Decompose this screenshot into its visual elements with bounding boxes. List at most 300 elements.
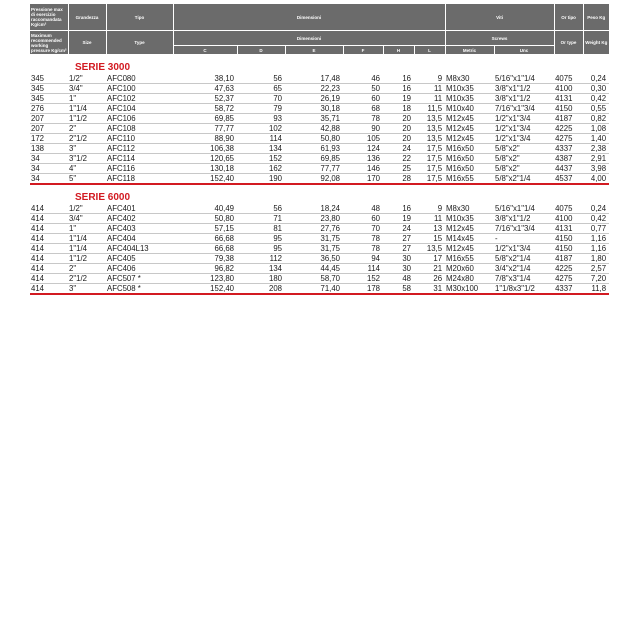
pressure-cell: 414 [30,204,68,214]
dim-l-cell: 13 [414,224,445,234]
dim-f-cell: 70 [343,224,383,234]
dim-f-cell: 105 [343,134,383,144]
oring-cell: 4437 [554,164,583,174]
dim-l-cell: 11 [414,214,445,224]
size-header-it: Grandezza [68,4,106,31]
dim-l-cell: 11 [414,84,445,94]
oring-cell: 4337 [554,144,583,154]
table-row [30,214,609,224]
size-cell: 1"1/4 [68,104,106,114]
unc-screw-cell: 5/8"x2" [494,144,554,154]
dim-h-cell: 22 [383,154,414,164]
dim-e-cell: 92,08 [285,174,343,185]
dim-e-cell: 69,85 [285,154,343,164]
size-cell: 1" [68,224,106,234]
dim-c-cell: 57,15 [173,224,237,234]
oring-cell: 4150 [554,244,583,254]
dim-d-cell: 134 [237,144,285,154]
dim-d-cell: 71 [237,214,285,224]
weight-cell: 4,00 [583,174,609,185]
weight-cell: 0,24 [583,74,609,84]
dim-c-cell: 152,40 [173,174,237,185]
dim-c-cell: 47,63 [173,84,237,94]
dim-h-cell: 16 [383,204,414,214]
dim-h-cell: 20 [383,124,414,134]
table-row [30,104,609,114]
dim-d-cell: 180 [237,274,285,284]
screws-header-it: Viti [445,4,554,31]
size-cell: 3" [68,144,106,154]
dim-c-cell: 123,80 [173,274,237,284]
size-cell: 1"1/4 [68,234,106,244]
unc-screw-cell: 7/16"x1"3/4 [494,104,554,114]
dim-l-cell: 15 [414,234,445,244]
table-row [30,234,609,244]
dim-f-cell: 90 [343,124,383,134]
unc-screw-cell: 5/16"x1"1/4 [494,204,554,214]
dim-e-cell: 27,76 [285,224,343,234]
table-row [30,274,609,284]
unc-screw-cell: 1/2"x1"3/4 [494,244,554,254]
oring-cell: 4275 [554,274,583,284]
dim-f-cell: 114 [343,264,383,274]
size-cell: 1"1/4 [68,244,106,254]
dim-d-cell: 79 [237,104,285,114]
dim-l-cell: 9 [414,204,445,214]
dim-l-cell: 21 [414,264,445,274]
pressure-cell: 414 [30,254,68,264]
header-row-italian [30,4,609,31]
dim-f-cell: 78 [343,244,383,254]
oring-header-en: Or type [554,31,583,55]
size-cell: 1/2" [68,74,106,84]
unc-screw-cell: 7/16"x1"3/4 [494,224,554,234]
metric-screw-cell: M12x45 [445,224,494,234]
pressure-cell: 172 [30,134,68,144]
table-row [30,114,609,124]
dim-c-cell: 66,68 [173,234,237,244]
weight-cell: 1,16 [583,244,609,254]
metric-screw-cell: M16x50 [445,154,494,164]
weight-cell: 7,20 [583,274,609,284]
series-3000-title-row [30,55,609,75]
screws-header-en: Screws [445,31,554,46]
unc-screw-cell: 5/8"x2" [494,164,554,174]
weight-cell: 2,38 [583,144,609,154]
unc-screw-cell: 3/8"x1"1/2 [494,94,554,104]
dimensions-header-en: Dimensioni [173,31,445,46]
dim-e-cell: 77,77 [285,164,343,174]
size-cell: 5" [68,174,106,185]
dim-c-cell: 96,82 [173,264,237,274]
dim-h-cell: 24 [383,144,414,154]
dim-c-cell: 106,38 [173,144,237,154]
unc-screw-cell: 3/4"x2"1/4 [494,264,554,274]
table-row [30,144,609,154]
type-cell: AFC508 * [106,284,173,295]
size-cell: 2" [68,124,106,134]
type-cell: AFC402 [106,214,173,224]
dim-l-cell: 11 [414,94,445,104]
table-row [30,284,609,295]
pressure-cell: 207 [30,124,68,134]
type-header-en: Type [106,31,173,55]
dim-h-cell: 30 [383,264,414,274]
oring-cell: 4100 [554,214,583,224]
table-row [30,124,609,134]
dim-h-cell: 19 [383,94,414,104]
dim-c-cell: 66,68 [173,244,237,254]
unc-screw-cell: 5/16"x1"1/4 [494,74,554,84]
oring-cell: 4150 [554,104,583,114]
metric-screw-cell: M10x40 [445,104,494,114]
metric-screw-cell: M12x45 [445,134,494,144]
type-cell: AFC110 [106,134,173,144]
dim-h-cell: 28 [383,174,414,185]
dim-d-cell: 56 [237,74,285,84]
weight-header-en: Weight Kg [583,31,609,55]
dim-h-cell: 25 [383,164,414,174]
weight-cell: 2,57 [583,264,609,274]
oring-cell: 4225 [554,124,583,134]
oring-cell: 4075 [554,74,583,84]
dim-h-cell: 58 [383,284,414,295]
dim-l-cell: 17,5 [414,144,445,154]
type-cell: AFC100 [106,84,173,94]
unc-screw-cell: 3/8"x1"1/2 [494,214,554,224]
dim-l-cell: 26 [414,274,445,284]
table-row [30,174,609,185]
dim-d-cell: 102 [237,124,285,134]
dim-l-cell: 13,5 [414,244,445,254]
metric-screw-cell: M20x60 [445,264,494,274]
metric-screw-cell: M30x100 [445,284,494,295]
pressure-header-it: Pressione max di esercizio raccomandata Kg/cm² [30,4,68,31]
metric-screw-cell: M16x50 [445,144,494,154]
table-row [30,74,609,84]
type-cell: AFC106 [106,114,173,124]
dim-d-cell: 56 [237,204,285,214]
unc-header: Unc [494,46,554,55]
type-header-it: Tipo [106,4,173,31]
oring-cell: 4275 [554,134,583,144]
dim-c-cell: 58,72 [173,104,237,114]
table-row [30,254,609,264]
oring-cell: 4131 [554,224,583,234]
dim-f-cell: 60 [343,94,383,104]
metric-screw-cell: M16x50 [445,164,494,174]
oring-cell: 4187 [554,254,583,264]
size-cell: 1"1/2 [68,254,106,264]
metric-screw-cell: M8x30 [445,74,494,84]
dim-f-cell: 152 [343,274,383,284]
col-f-header: F [343,46,383,55]
dim-f-cell: 50 [343,84,383,94]
pressure-cell: 414 [30,284,68,295]
dim-d-cell: 208 [237,284,285,295]
dim-f-cell: 78 [343,234,383,244]
dim-f-cell: 94 [343,254,383,264]
table-row [30,244,609,254]
type-cell: AFC507 * [106,274,173,284]
dim-c-cell: 77,77 [173,124,237,134]
metric-screw-cell: M12x45 [445,244,494,254]
size-cell: 4" [68,164,106,174]
metric-screw-cell: M12x45 [445,114,494,124]
metric-screw-cell: M14x45 [445,234,494,244]
dim-c-cell: 69,85 [173,114,237,124]
pressure-cell: 138 [30,144,68,154]
table-row [30,164,609,174]
size-cell: 3/4" [68,214,106,224]
pressure-cell: 345 [30,84,68,94]
dim-f-cell: 136 [343,154,383,164]
pressure-cell: 34 [30,174,68,185]
pressure-cell: 345 [30,94,68,104]
pressure-cell: 414 [30,274,68,284]
dim-d-cell: 95 [237,244,285,254]
weight-cell: 0,30 [583,84,609,94]
series-3000-title: SERIE 3000 [75,62,131,73]
weight-cell: 0,55 [583,104,609,114]
dim-c-cell: 50,80 [173,214,237,224]
dim-l-cell: 13,5 [414,134,445,144]
catalog-table-wrapper [30,4,609,295]
type-cell: AFC108 [106,124,173,134]
dim-l-cell: 31 [414,284,445,295]
metric-screw-cell: M10x35 [445,94,494,104]
oring-cell: 4150 [554,234,583,244]
dim-e-cell: 61,93 [285,144,343,154]
dim-c-cell: 120,65 [173,154,237,164]
size-cell: 3/4" [68,84,106,94]
series-6000-title-row [30,184,609,204]
col-d-header: D [237,46,285,55]
type-cell: AFC118 [106,174,173,185]
metric-screw-cell: M12x45 [445,124,494,134]
series-6000-title: SERIE 6000 [75,192,131,203]
metric-screw-cell: M10x35 [445,214,494,224]
pressure-cell: 414 [30,244,68,254]
dim-c-cell: 152,40 [173,284,237,295]
oring-cell: 4225 [554,264,583,274]
dim-l-cell: 17,5 [414,174,445,185]
weight-cell: 1,16 [583,234,609,244]
weight-cell: 0,42 [583,94,609,104]
dim-c-cell: 88,90 [173,134,237,144]
table-row [30,134,609,144]
oring-cell: 4337 [554,284,583,295]
dim-f-cell: 60 [343,214,383,224]
unc-screw-cell: 5/8"x2"1/4 [494,254,554,264]
dim-c-cell: 38,10 [173,74,237,84]
dim-e-cell: 35,71 [285,114,343,124]
dim-c-cell: 40,49 [173,204,237,214]
dimensions-header-it: Dimensioni [173,4,445,31]
dim-d-cell: 134 [237,264,285,274]
table-row [30,94,609,104]
table-row [30,84,609,94]
oring-cell: 4100 [554,84,583,94]
type-cell: AFC401 [106,204,173,214]
size-cell: 3"1/2 [68,154,106,164]
type-cell: AFC404L13 [106,244,173,254]
table-row [30,154,609,164]
type-cell: AFC114 [106,154,173,164]
dim-h-cell: 27 [383,234,414,244]
unc-screw-cell: - [494,234,554,244]
dim-f-cell: 68 [343,104,383,114]
size-cell: 1/2" [68,204,106,214]
pressure-header-en: Maximum recommended working pressure Kg/cm² [31,32,67,53]
dim-d-cell: 190 [237,174,285,185]
weight-cell: 2,91 [583,154,609,164]
oring-cell: 4187 [554,114,583,124]
header-row-english [30,31,609,46]
dim-e-cell: 50,80 [285,134,343,144]
pressure-cell: 276 [30,104,68,114]
dim-f-cell: 146 [343,164,383,174]
weight-cell: 1,40 [583,134,609,144]
dim-f-cell: 178 [343,284,383,295]
dim-e-cell: 30,18 [285,104,343,114]
dim-l-cell: 11,5 [414,104,445,114]
oring-cell: 4537 [554,174,583,185]
dim-h-cell: 18 [383,104,414,114]
dim-h-cell: 24 [383,224,414,234]
unc-screw-cell: 1/2"x1"3/4 [494,134,554,144]
size-cell: 2"1/2 [68,134,106,144]
oring-cell: 4075 [554,204,583,214]
dim-e-cell: 42,88 [285,124,343,134]
dim-c-cell: 52,37 [173,94,237,104]
dim-e-cell: 22,23 [285,84,343,94]
dim-d-cell: 162 [237,164,285,174]
dim-d-cell: 95 [237,234,285,244]
dim-f-cell: 48 [343,204,383,214]
size-cell: 3" [68,284,106,295]
dim-f-cell: 78 [343,114,383,124]
dim-e-cell: 26,19 [285,94,343,104]
type-cell: AFC102 [106,94,173,104]
table-row [30,204,609,214]
type-cell: AFC116 [106,164,173,174]
dim-l-cell: 13,5 [414,114,445,124]
type-cell: AFC112 [106,144,173,154]
size-header-en: Size [68,31,106,55]
pressure-cell: 34 [30,164,68,174]
dim-e-cell: 58,70 [285,274,343,284]
dim-h-cell: 27 [383,244,414,254]
size-cell: 1" [68,94,106,104]
metric-screw-cell: M16x55 [445,254,494,264]
unc-screw-cell: 1/2"x1"3/4 [494,114,554,124]
oring-header-it: Or tipo [554,4,583,31]
dim-h-cell: 30 [383,254,414,264]
weight-cell: 0,82 [583,114,609,124]
col-c-header: C [173,46,237,55]
dim-e-cell: 31,75 [285,244,343,254]
type-cell: AFC406 [106,264,173,274]
metric-screw-cell: M8x30 [445,204,494,214]
table-row [30,264,609,274]
dim-d-cell: 65 [237,84,285,94]
dim-f-cell: 170 [343,174,383,185]
weight-cell: 1,08 [583,124,609,134]
oring-cell: 4131 [554,94,583,104]
weight-cell: 1,80 [583,254,609,264]
dim-d-cell: 112 [237,254,285,264]
dim-f-cell: 46 [343,74,383,84]
pressure-cell: 414 [30,224,68,234]
size-cell: 1"1/2 [68,114,106,124]
dim-e-cell: 36,50 [285,254,343,264]
col-l-header: L [414,46,445,55]
dim-l-cell: 17,5 [414,164,445,174]
col-h-header: H [383,46,414,55]
dim-d-cell: 93 [237,114,285,124]
weight-cell: 11,8 [583,284,609,295]
oring-cell: 4387 [554,154,583,164]
size-cell: 2"1/2 [68,274,106,284]
dim-l-cell: 17,5 [414,154,445,164]
metric-header: Metric [445,46,494,55]
flange-specs-table [30,4,609,295]
unc-screw-cell: 1/2"x1"3/4 [494,124,554,134]
dim-c-cell: 130,18 [173,164,237,174]
weight-header-it: Peso Kg [583,4,609,31]
dim-c-cell: 79,38 [173,254,237,264]
dim-e-cell: 23,80 [285,214,343,224]
dim-e-cell: 44,45 [285,264,343,274]
unc-screw-cell: 7/8"x3"1/4 [494,274,554,284]
dim-e-cell: 17,48 [285,74,343,84]
type-cell: AFC080 [106,74,173,84]
table-row [30,224,609,234]
dim-d-cell: 81 [237,224,285,234]
pressure-cell: 207 [30,114,68,124]
metric-screw-cell: M16x55 [445,174,494,185]
col-e-header: E [285,46,343,55]
type-cell: AFC405 [106,254,173,264]
dim-f-cell: 124 [343,144,383,154]
dim-e-cell: 71,40 [285,284,343,295]
weight-cell: 0,24 [583,204,609,214]
dim-l-cell: 9 [414,74,445,84]
type-cell: AFC403 [106,224,173,234]
dim-d-cell: 152 [237,154,285,164]
dim-h-cell: 20 [383,114,414,124]
dim-l-cell: 13,5 [414,124,445,134]
pressure-cell: 414 [30,234,68,244]
dim-e-cell: 18,24 [285,204,343,214]
pressure-cell: 414 [30,214,68,224]
unc-screw-cell: 5/8"x2" [494,154,554,164]
dim-h-cell: 19 [383,214,414,224]
dim-h-cell: 20 [383,134,414,144]
dim-d-cell: 114 [237,134,285,144]
type-cell: AFC404 [106,234,173,244]
weight-cell: 3,98 [583,164,609,174]
type-cell: AFC104 [106,104,173,114]
unc-screw-cell: 1"1/8x3"1/2 [494,284,554,295]
size-cell: 2" [68,264,106,274]
dim-h-cell: 48 [383,274,414,284]
weight-cell: 0,42 [583,214,609,224]
unc-screw-cell: 3/8"x1"1/2 [494,84,554,94]
dim-h-cell: 16 [383,74,414,84]
pressure-cell: 414 [30,264,68,274]
